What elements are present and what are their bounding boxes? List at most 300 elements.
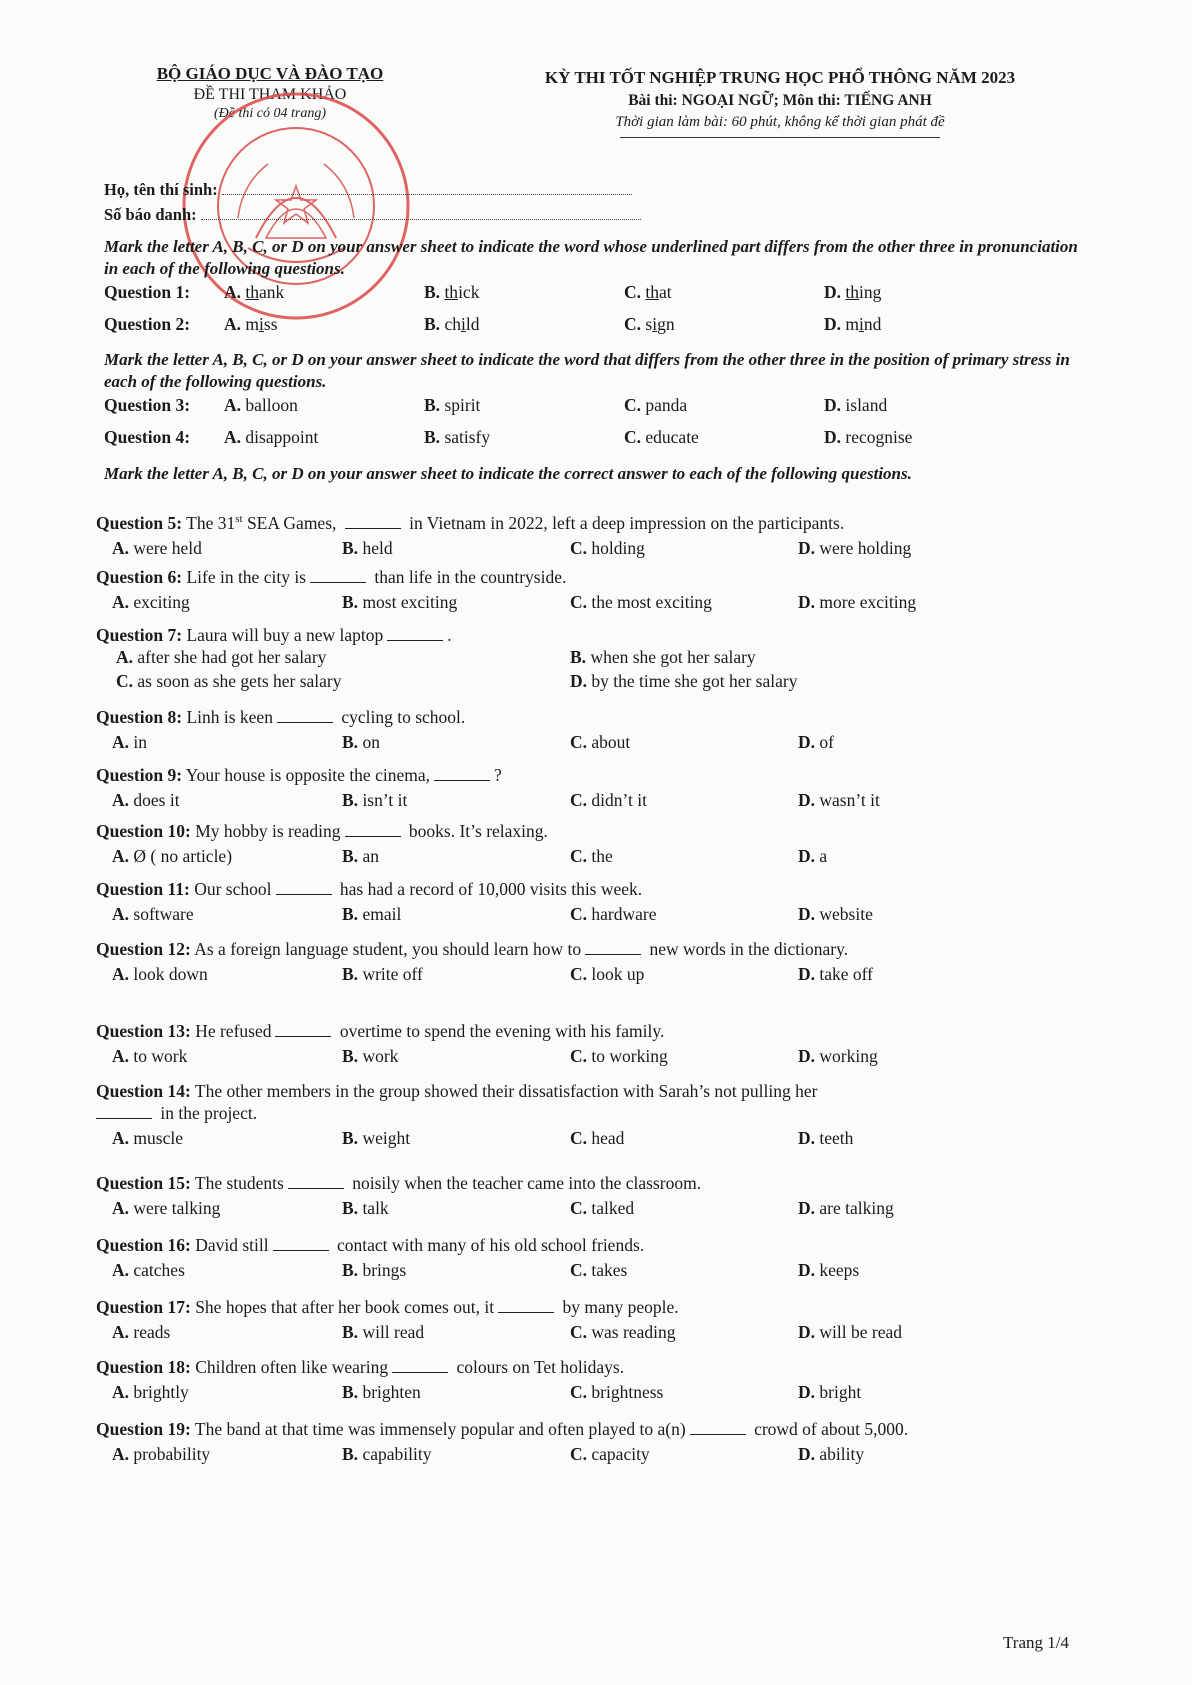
options-row bbox=[96, 963, 1086, 987]
question-stem bbox=[96, 624, 1086, 646]
answer-option[interactable] bbox=[570, 537, 645, 559]
instruction-correct-answer: Mark the letter A, B, C, or D on your answer sheet to indicate the correct answer to each of the following questions. bbox=[104, 464, 912, 483]
question-label: Question 9: bbox=[96, 765, 183, 785]
answer-option[interactable] bbox=[342, 789, 407, 811]
question-stem bbox=[96, 938, 1086, 960]
option-text: isn’t it bbox=[362, 790, 408, 810]
option-text: software bbox=[133, 904, 194, 924]
instruction-pronunciation: Mark the letter A, B, C, or D on your answer sheet to indicate the word whose underlined part differs from the other three in pronunciation in each of the following questions. bbox=[104, 237, 1078, 278]
candidate-id-field[interactable] bbox=[201, 219, 641, 220]
answer-option[interactable] bbox=[798, 963, 873, 985]
stem-text: SEA Games, bbox=[242, 512, 341, 533]
option-text: Ø ( no article) bbox=[133, 846, 233, 866]
question-label: Question 11: bbox=[96, 879, 190, 899]
answer-option[interactable] bbox=[342, 963, 423, 985]
option-text: recognise bbox=[845, 427, 913, 447]
option-letter: B. bbox=[342, 1046, 359, 1066]
question-label: Question 17: bbox=[96, 1297, 191, 1317]
answer-option[interactable] bbox=[824, 395, 887, 416]
stem-text: cycling to school. bbox=[336, 707, 466, 727]
answer-option[interactable] bbox=[824, 282, 881, 303]
answer-option[interactable] bbox=[570, 1197, 634, 1219]
stem-text: books. It’s relaxing. bbox=[404, 821, 548, 841]
answer-option[interactable] bbox=[570, 1443, 650, 1465]
option-letter: D. bbox=[798, 1198, 816, 1218]
word-part: ss bbox=[263, 314, 278, 334]
answer-option[interactable] bbox=[342, 1045, 398, 1067]
underlined-part: th bbox=[245, 282, 260, 302]
answer-option[interactable] bbox=[342, 1197, 389, 1219]
option-text: website bbox=[819, 904, 873, 924]
option-letter: A. bbox=[116, 647, 134, 667]
option-letter: D. bbox=[798, 1260, 816, 1280]
answer-option[interactable] bbox=[570, 670, 797, 692]
option-text: to work bbox=[133, 1046, 188, 1066]
option-letter: A. bbox=[224, 427, 242, 447]
option-letter: C. bbox=[570, 1198, 588, 1218]
question-item bbox=[96, 1172, 1086, 1221]
options-row bbox=[96, 731, 1086, 755]
option-text: didn’t it bbox=[591, 790, 647, 810]
question-item bbox=[96, 1356, 1086, 1405]
answer-option[interactable] bbox=[116, 646, 326, 668]
option-letter: C. bbox=[570, 904, 588, 924]
answer-blank bbox=[273, 1236, 329, 1251]
question-stem bbox=[96, 508, 1086, 534]
answer-option[interactable] bbox=[798, 1321, 902, 1343]
option-text: email bbox=[362, 904, 402, 924]
option-letter: A. bbox=[224, 395, 242, 415]
stem-text: Children often like wearing bbox=[195, 1357, 389, 1377]
stem-text: new words in the dictionary. bbox=[645, 939, 849, 959]
option-text: an bbox=[362, 846, 379, 866]
answer-option[interactable] bbox=[224, 314, 278, 335]
question-row bbox=[104, 427, 1094, 451]
options-row bbox=[96, 903, 1086, 927]
option-letter: C. bbox=[570, 790, 588, 810]
option-letter: C. bbox=[570, 1128, 588, 1148]
answer-option[interactable] bbox=[798, 1443, 864, 1465]
answer-option[interactable] bbox=[112, 1259, 185, 1281]
option-letter: A. bbox=[112, 732, 130, 752]
answer-option[interactable] bbox=[798, 537, 911, 559]
answer-option[interactable] bbox=[342, 845, 379, 867]
answer-option[interactable] bbox=[342, 903, 401, 925]
option-text: capability bbox=[362, 1444, 432, 1464]
ministry-name: BỘ GIÁO DỤC VÀ ĐÀO TẠO bbox=[156, 64, 384, 83]
question-row bbox=[104, 282, 1094, 306]
answer-blank bbox=[288, 1174, 344, 1189]
option-text: write off bbox=[362, 964, 423, 984]
option-letter: D. bbox=[798, 1128, 816, 1148]
question-stem bbox=[96, 706, 1086, 728]
answer-option[interactable] bbox=[798, 591, 916, 613]
word-part: ank bbox=[259, 282, 285, 302]
answer-option[interactable] bbox=[342, 731, 380, 753]
option-letter: B. bbox=[342, 732, 359, 752]
option-text: brings bbox=[362, 1260, 407, 1280]
candidate-id-line bbox=[104, 205, 641, 225]
stem-text: My hobby is reading bbox=[195, 821, 341, 841]
option-letter: C. bbox=[624, 427, 642, 447]
option-letter: A. bbox=[112, 1198, 130, 1218]
candidate-name-line bbox=[104, 180, 632, 200]
answer-option[interactable] bbox=[112, 963, 208, 985]
option-letter: D. bbox=[798, 537, 816, 558]
option-letter: A. bbox=[112, 1382, 130, 1402]
stem-text: Your house is opposite the cinema, bbox=[185, 765, 430, 785]
option-letter: C. bbox=[570, 732, 588, 752]
answer-option[interactable] bbox=[570, 845, 613, 867]
question-item bbox=[96, 1234, 1086, 1283]
answer-option[interactable] bbox=[824, 427, 912, 448]
option-text: was reading bbox=[591, 1322, 676, 1342]
stem-text: by many people. bbox=[558, 1297, 679, 1317]
answer-option[interactable] bbox=[342, 1443, 431, 1465]
underlined-part: i bbox=[460, 314, 466, 334]
option-text: island bbox=[845, 395, 888, 415]
option-text: takes bbox=[591, 1260, 628, 1280]
stem-text: The other members in the group showed their dissatisfaction with Sarah’s not pulling her bbox=[194, 1081, 818, 1101]
stem-text: Life in the city is bbox=[186, 567, 306, 587]
answer-option[interactable] bbox=[624, 282, 672, 303]
answer-option[interactable] bbox=[570, 1321, 675, 1343]
word-part: at bbox=[659, 282, 672, 302]
question-label: Question 5: bbox=[96, 512, 183, 533]
page-number: Trang 1/4 bbox=[1003, 1633, 1069, 1652]
answer-option[interactable] bbox=[342, 537, 393, 559]
question-stem bbox=[96, 820, 1086, 842]
question-stem bbox=[96, 1080, 1086, 1124]
question-label: Question 19: bbox=[96, 1419, 191, 1439]
option-text: work bbox=[362, 1046, 399, 1066]
answer-blank bbox=[434, 766, 490, 781]
question-label: Question 4: bbox=[104, 427, 191, 447]
answer-blank bbox=[345, 822, 401, 837]
option-letter: B. bbox=[342, 592, 359, 612]
header-rule bbox=[620, 137, 940, 138]
answer-option[interactable] bbox=[798, 903, 873, 925]
option-letter: A. bbox=[112, 1260, 130, 1280]
exam-subject: Bài thi: NGOẠI NGỮ; Môn thi: TIẾNG ANH bbox=[628, 92, 932, 109]
answer-blank bbox=[276, 880, 332, 895]
option-letter: C. bbox=[570, 1382, 588, 1402]
answer-option[interactable] bbox=[798, 731, 834, 753]
question-label: Question 14: bbox=[96, 1081, 191, 1101]
answer-option[interactable] bbox=[570, 646, 756, 668]
answer-blank bbox=[585, 940, 641, 955]
answer-option[interactable] bbox=[424, 395, 480, 416]
option-letter: A. bbox=[112, 904, 130, 924]
stem-text: ? bbox=[493, 765, 502, 785]
answer-option[interactable] bbox=[224, 427, 318, 448]
question-item bbox=[96, 1080, 1086, 1151]
options-row bbox=[96, 646, 1086, 670]
options-row bbox=[96, 1381, 1086, 1405]
question-stem bbox=[96, 1296, 1086, 1318]
answer-option[interactable] bbox=[112, 1127, 183, 1149]
option-text: reads bbox=[133, 1322, 171, 1342]
option-letter: C. bbox=[570, 592, 588, 612]
answer-option[interactable] bbox=[570, 903, 657, 925]
answer-option[interactable] bbox=[112, 591, 190, 613]
answer-blank bbox=[387, 626, 443, 641]
candidate-name-field[interactable] bbox=[222, 194, 632, 195]
question-item bbox=[96, 706, 1086, 755]
answer-option[interactable] bbox=[116, 670, 342, 692]
option-text: look down bbox=[133, 964, 208, 984]
question-stem bbox=[96, 1172, 1086, 1194]
option-letter: B. bbox=[424, 427, 441, 447]
option-text: take off bbox=[819, 964, 874, 984]
word-part: ick bbox=[458, 282, 480, 302]
question-stem bbox=[96, 878, 1086, 900]
stem-text: overtime to spend the evening with his family. bbox=[335, 1021, 665, 1041]
option-text: are talking bbox=[819, 1198, 894, 1218]
answer-option[interactable] bbox=[624, 314, 675, 335]
candidate-id-label: Số báo danh: bbox=[104, 205, 197, 224]
option-text: a bbox=[819, 846, 828, 866]
option-text: look up bbox=[591, 964, 645, 984]
option-text: educate bbox=[645, 427, 699, 447]
answer-option[interactable] bbox=[624, 427, 699, 448]
option-text: brighten bbox=[362, 1382, 421, 1402]
answer-option[interactable] bbox=[570, 963, 644, 985]
option-text: ability bbox=[819, 1444, 865, 1464]
answer-option[interactable] bbox=[798, 845, 827, 867]
question-item bbox=[96, 1418, 1086, 1467]
option-letter: C. bbox=[570, 1444, 588, 1464]
answer-option[interactable] bbox=[570, 731, 630, 753]
option-letter: D. bbox=[824, 282, 842, 302]
option-text: catches bbox=[133, 1260, 185, 1280]
answer-option[interactable] bbox=[570, 1045, 668, 1067]
answer-blank bbox=[310, 568, 366, 583]
answer-option[interactable] bbox=[112, 1321, 170, 1343]
option-text: teeth bbox=[819, 1128, 854, 1148]
question-stem bbox=[96, 1418, 1086, 1440]
word-part: gn bbox=[657, 314, 675, 334]
option-text: head bbox=[591, 1128, 625, 1148]
stem-text: David still bbox=[195, 1235, 269, 1255]
stem-text: in Vietnam in 2022, left a deep impression on the participants. bbox=[404, 512, 845, 533]
option-letter: D. bbox=[798, 790, 816, 810]
option-text: weight bbox=[362, 1128, 411, 1148]
option-text: in bbox=[133, 732, 148, 752]
option-letter: A. bbox=[112, 846, 130, 866]
question-label: Question 10: bbox=[96, 821, 191, 841]
option-text: panda bbox=[645, 395, 688, 415]
option-text: were holding bbox=[819, 537, 912, 558]
answer-option[interactable] bbox=[112, 731, 147, 753]
question-stem bbox=[96, 764, 1086, 786]
option-text: by the time she got her salary bbox=[591, 671, 798, 691]
option-letter: D. bbox=[570, 671, 588, 691]
option-letter: A. bbox=[112, 1128, 130, 1148]
answer-option[interactable] bbox=[570, 789, 647, 811]
stem-text: has had a record of 10,000 visits this week. bbox=[335, 879, 643, 899]
question-row bbox=[104, 395, 1094, 419]
question-item bbox=[96, 878, 1086, 927]
answer-option[interactable] bbox=[824, 314, 881, 335]
answer-option[interactable] bbox=[342, 591, 457, 613]
answer-option[interactable] bbox=[342, 1259, 406, 1281]
answer-option[interactable] bbox=[798, 1045, 878, 1067]
option-text: hardware bbox=[591, 904, 657, 924]
option-letter: B. bbox=[424, 314, 441, 334]
question-label: Question 7: bbox=[96, 625, 183, 645]
answer-option[interactable] bbox=[112, 1381, 189, 1403]
stem-text: Our school bbox=[194, 879, 272, 899]
answer-option[interactable] bbox=[342, 1321, 424, 1343]
answer-option[interactable] bbox=[424, 282, 479, 303]
stem-text: The 31 bbox=[186, 512, 236, 533]
answer-option[interactable] bbox=[424, 427, 490, 448]
option-letter: A. bbox=[112, 592, 130, 612]
option-text: of bbox=[819, 732, 834, 752]
stem-text: The students bbox=[194, 1173, 284, 1193]
option-text: probability bbox=[133, 1444, 211, 1464]
option-text: more exciting bbox=[819, 592, 917, 612]
option-letter: C. bbox=[570, 964, 588, 984]
option-letter: A. bbox=[112, 1322, 130, 1342]
answer-option[interactable] bbox=[570, 1127, 624, 1149]
option-text: will be read bbox=[819, 1322, 902, 1342]
question-label: Question 16: bbox=[96, 1235, 191, 1255]
stem-text: . bbox=[447, 625, 452, 645]
question-label: Question 12: bbox=[96, 939, 191, 959]
question-item bbox=[96, 820, 1086, 869]
option-letter: B. bbox=[424, 395, 441, 415]
answer-blank bbox=[345, 514, 401, 529]
option-text: brightness bbox=[591, 1382, 664, 1402]
question-stem bbox=[96, 1234, 1086, 1256]
option-letter: C. bbox=[570, 537, 588, 558]
option-text: spirit bbox=[444, 395, 481, 415]
answer-option[interactable] bbox=[798, 1197, 894, 1219]
underlined-part: th bbox=[645, 282, 660, 302]
answer-option[interactable] bbox=[570, 591, 712, 613]
option-letter: B. bbox=[342, 904, 359, 924]
question-stem bbox=[96, 1356, 1086, 1378]
option-letter: D. bbox=[798, 732, 816, 752]
option-letter: D. bbox=[798, 964, 816, 984]
answer-option[interactable] bbox=[342, 1381, 421, 1403]
word-part: nd bbox=[863, 314, 882, 334]
underlined-part: i bbox=[652, 314, 658, 334]
option-letter: B. bbox=[424, 282, 441, 302]
question-label: Question 3: bbox=[104, 395, 191, 415]
question-label: Question 15: bbox=[96, 1173, 191, 1193]
option-letter: D. bbox=[798, 1444, 816, 1464]
option-text: will read bbox=[362, 1322, 425, 1342]
option-text: held bbox=[362, 537, 393, 558]
option-letter: A. bbox=[224, 282, 242, 302]
option-letter: D. bbox=[798, 904, 816, 924]
answer-option[interactable] bbox=[624, 395, 687, 416]
answer-option[interactable] bbox=[112, 789, 180, 811]
answer-blank bbox=[498, 1298, 554, 1313]
option-letter: B. bbox=[570, 647, 587, 667]
candidate-name-label: Họ, tên thí sinh: bbox=[104, 180, 218, 199]
question-item bbox=[96, 624, 1086, 694]
answer-option[interactable] bbox=[798, 1259, 859, 1281]
options-row bbox=[96, 1443, 1086, 1467]
answer-option[interactable] bbox=[112, 537, 202, 559]
option-text: holding bbox=[591, 537, 645, 558]
option-letter: B. bbox=[342, 1382, 359, 1402]
question-row bbox=[104, 314, 1094, 338]
answer-option[interactable] bbox=[224, 395, 298, 416]
option-text: talk bbox=[362, 1198, 389, 1218]
option-text: capacity bbox=[591, 1444, 650, 1464]
underlined-part: i bbox=[259, 314, 264, 334]
option-text: muscle bbox=[133, 1128, 183, 1148]
option-letter: C. bbox=[624, 282, 642, 302]
option-letter: C. bbox=[116, 671, 134, 691]
option-text: balloon bbox=[245, 395, 298, 415]
question-item bbox=[96, 566, 1086, 615]
answer-option[interactable] bbox=[798, 1381, 861, 1403]
option-text: about bbox=[591, 732, 631, 752]
stem-text: Linh is keen bbox=[186, 707, 273, 727]
option-letter: D. bbox=[798, 592, 816, 612]
answer-option[interactable] bbox=[798, 789, 880, 811]
stem-text: contact with many of his old school friends. bbox=[332, 1235, 645, 1255]
question-label: Question 13: bbox=[96, 1021, 191, 1041]
answer-option[interactable] bbox=[112, 845, 232, 867]
answer-option[interactable] bbox=[112, 1197, 220, 1219]
option-letter: A. bbox=[112, 964, 130, 984]
stem-text: than life in the countryside. bbox=[370, 567, 567, 587]
answer-option[interactable] bbox=[112, 903, 194, 925]
word-part: ing bbox=[859, 282, 882, 302]
answer-option[interactable] bbox=[798, 1127, 853, 1149]
option-text: wasn’t it bbox=[819, 790, 880, 810]
header-right bbox=[460, 68, 1100, 138]
page-count-note: (Đề thi có 04 trang) bbox=[214, 106, 326, 121]
option-text: were talking bbox=[133, 1198, 221, 1218]
word-part: m bbox=[245, 314, 260, 334]
option-letter: A. bbox=[112, 537, 130, 558]
option-letter: B. bbox=[342, 1260, 359, 1280]
exam-title: KỲ THI TỐT NGHIỆP TRUNG HỌC PHỔ THÔNG NĂM 2023 bbox=[544, 68, 1016, 87]
stem-text: in the project. bbox=[156, 1103, 258, 1123]
answer-option[interactable] bbox=[570, 1381, 663, 1403]
option-letter: D. bbox=[824, 395, 842, 415]
option-letter: D. bbox=[798, 1322, 816, 1342]
option-text: when she got her salary bbox=[590, 647, 756, 667]
option-letter: B. bbox=[342, 1128, 359, 1148]
answer-option[interactable] bbox=[112, 1045, 187, 1067]
option-letter: A. bbox=[112, 790, 130, 810]
answer-option[interactable] bbox=[570, 1259, 627, 1281]
answer-option[interactable] bbox=[112, 1443, 210, 1465]
options-row bbox=[96, 1127, 1086, 1151]
answer-option[interactable] bbox=[342, 1127, 410, 1149]
question-item bbox=[96, 1020, 1086, 1069]
option-letter: C. bbox=[570, 1260, 588, 1280]
answer-blank bbox=[275, 1022, 331, 1037]
option-text: satisfy bbox=[444, 427, 491, 447]
answer-option[interactable] bbox=[424, 314, 479, 335]
option-letter: B. bbox=[342, 790, 359, 810]
answer-option[interactable] bbox=[224, 282, 284, 303]
option-letter: A. bbox=[112, 1444, 130, 1464]
option-letter: C. bbox=[624, 314, 642, 334]
question-item bbox=[96, 764, 1086, 813]
stem-text: She hopes that after her book comes out, it bbox=[195, 1297, 495, 1317]
